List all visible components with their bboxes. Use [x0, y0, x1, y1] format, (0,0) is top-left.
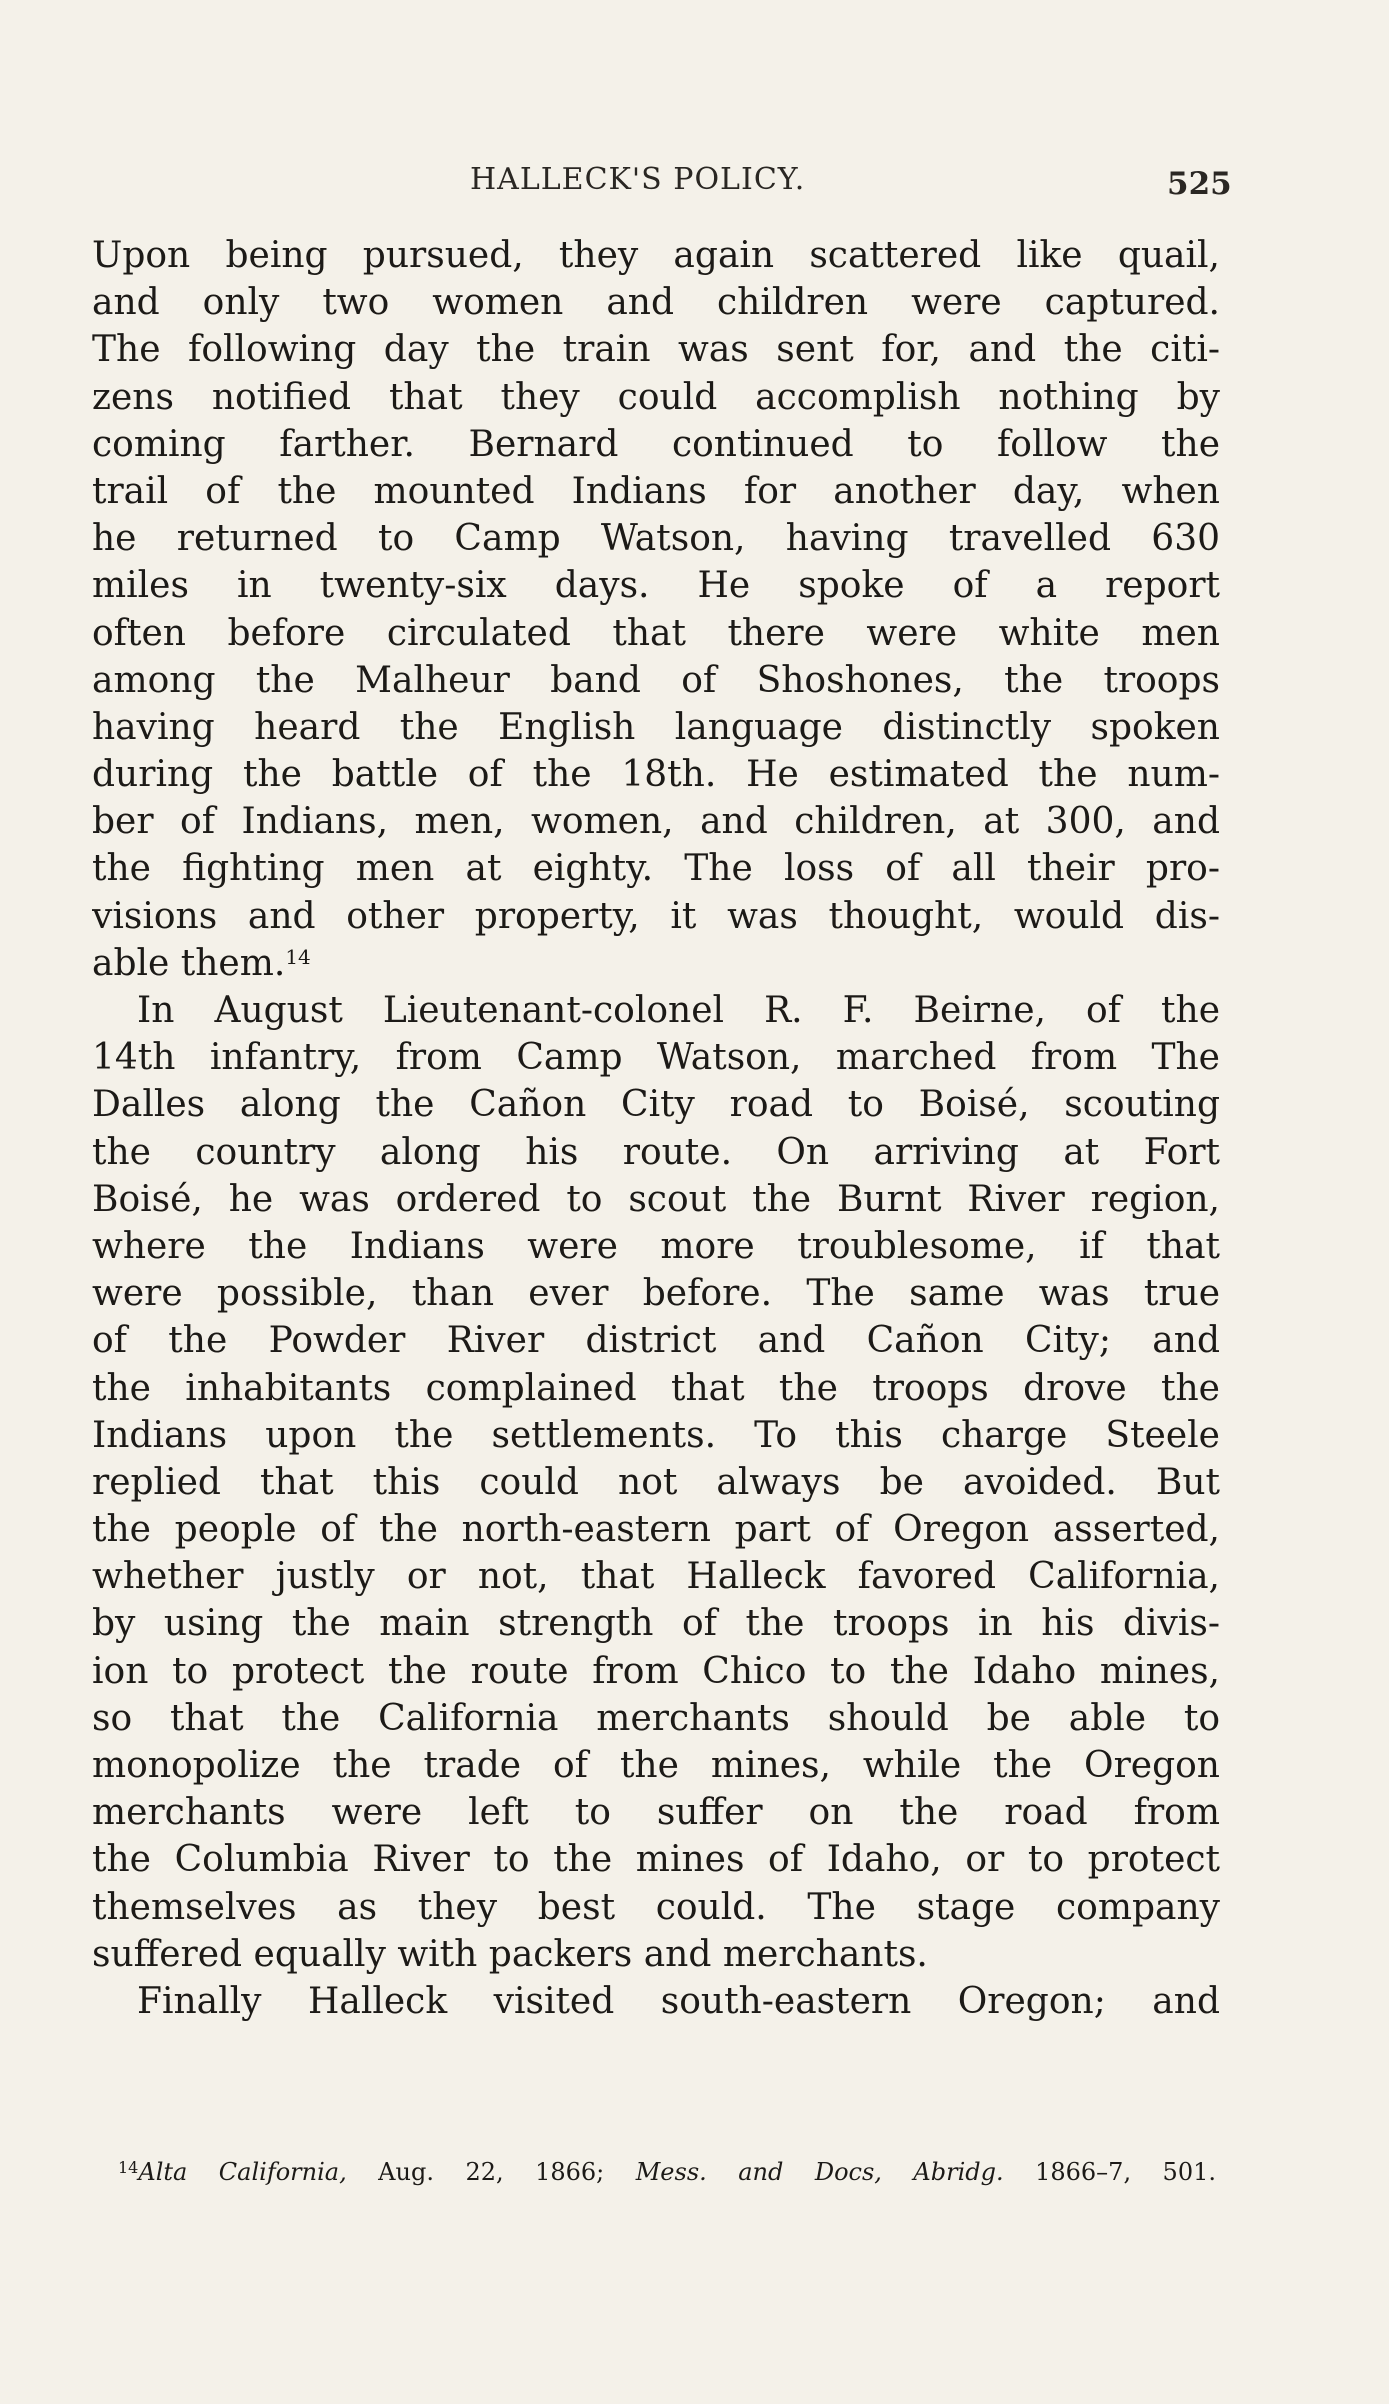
text-line: were possible, than ever before. The same was true [92, 1273, 1220, 1315]
running-title: HALLECK'S POLICY. [470, 162, 806, 197]
text-line: miles in twenty-six days. He spoke of a report [92, 565, 1220, 607]
paragraph-end-line [92, 940, 1220, 987]
text-line: whether justly or not, that Halleck favored California, [92, 1556, 1220, 1598]
text-line: the people of the north-eastern part of Oregon asserted, [92, 1509, 1220, 1551]
text-line: he returned to Camp Watson, having travelled 630 [92, 518, 1220, 560]
text-line: the country along his route. On arriving at Fort [92, 1131, 1220, 1173]
body-text [92, 232, 1220, 2025]
text-line: during the battle of the 18th. He estimated the num- [92, 754, 1220, 796]
text-line: trail of the mounted Indians for another day, when [92, 470, 1220, 512]
text-line: Indians upon the settlements. To this charge Steele [92, 1414, 1220, 1456]
page-number: 525 [1167, 166, 1232, 202]
footnote-text: Aug. 22, 1866; [346, 2158, 636, 2186]
text-line: Upon being pursued, they again scattered like quail, [92, 235, 1220, 276]
text-line: often before circulated that there were white men [92, 612, 1220, 654]
footnote-source-title: Alta California, [138, 2158, 347, 2186]
text-line: Boisé, he was ordered to scout the Burnt River region, [92, 1178, 1220, 1220]
text-line: of the Powder River district and Cañon City; and [92, 1320, 1220, 1362]
text-line: by using the main strength of the troops in his divis- [92, 1603, 1220, 1645]
text-line: among the Malheur band of Shoshones, the troops [92, 659, 1220, 701]
text-line: 14th infantry, from Camp Watson, marched from The [92, 1037, 1220, 1079]
footnote-reference: 14 [285, 944, 311, 969]
text-line: zens notified that they could accomplish nothing by [92, 376, 1220, 418]
text-line: ber of Indians, men, women, and children, at 300, and [92, 801, 1220, 843]
footnote-source-title: Mess. and Docs, Abridg. [635, 2158, 1004, 2186]
text-line: In August Lieutenant-colonel R. F. Beirne, of the [137, 990, 1220, 1031]
text-line: Dalles along the Cañon City road to Boisé, scouting [92, 1084, 1220, 1126]
text-line: having heard the English language distinctly spoken [92, 706, 1220, 748]
footnote-mark: 14 [118, 2158, 139, 2177]
text-line: coming farther. Bernard continued to follow the [92, 423, 1220, 465]
text-line: the Columbia River to the mines of Idaho, or to protect [92, 1839, 1220, 1881]
text-line: merchants were left to suffer on the road from [92, 1792, 1220, 1834]
text-line: ion to protect the route from Chico to the Idaho mines, [92, 1650, 1220, 1692]
text-line: monopolize the trade of the mines, while the Oregon [92, 1745, 1220, 1786]
text-line: visions and other property, it was thought, would dis- [92, 895, 1220, 937]
text-line: replied that this could not always be avoided. But [92, 1461, 1220, 1503]
footnote-text: 1866–7, 501. [1003, 2158, 1216, 2186]
text-line: the fighting men at eighty. The loss of all their pro- [92, 848, 1220, 890]
text-line: Finally Halleck visited south-eastern Oregon; and [137, 1980, 1220, 2022]
text-line: The following day the train was sent for, and the citi- [92, 329, 1220, 371]
text-line: able them. [92, 942, 286, 984]
text-line: the inhabitants complained that the troops drove the [92, 1367, 1220, 1409]
text-line: where the Indians were more troublesome, if that [92, 1225, 1220, 1267]
footnote [118, 2158, 1216, 2186]
text-line: suffered equally with packers and merchants. [92, 1933, 928, 1975]
text-line: themselves as they best could. The stage company [92, 1886, 1220, 1928]
text-line: so that the California merchants should be able to [92, 1697, 1220, 1739]
text-line: and only two women and children were captured. [92, 282, 1220, 324]
